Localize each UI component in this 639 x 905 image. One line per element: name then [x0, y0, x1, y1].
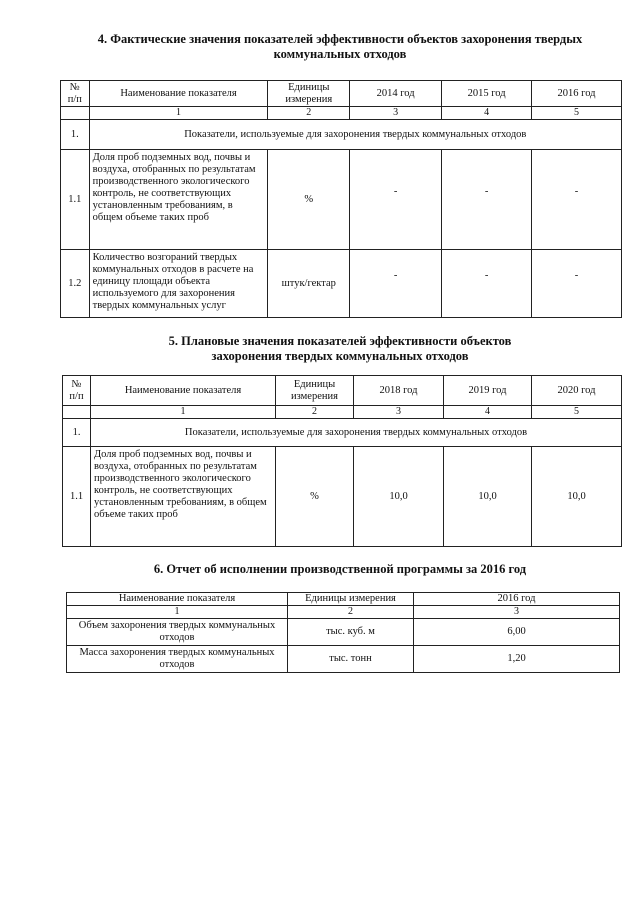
row-no: 1.1	[61, 150, 90, 250]
section4-title	[60, 32, 620, 62]
header-unit: Единицы измерения	[288, 593, 414, 606]
header-year: 2016 год	[414, 593, 620, 606]
row-value-3: 10,0	[532, 447, 622, 547]
table-header-row	[63, 376, 622, 406]
row-no: 1.1	[63, 447, 91, 547]
index-cell: 1	[91, 406, 276, 419]
group-no: 1.	[61, 120, 90, 150]
row-value-1: -	[350, 150, 442, 250]
index-cell: 3	[350, 107, 442, 120]
row-value-2: -	[442, 150, 532, 250]
row-value-3: -	[532, 150, 622, 250]
section6-table	[66, 592, 620, 673]
group-row	[61, 120, 622, 150]
index-cell: 5	[532, 406, 622, 419]
table-row	[67, 619, 620, 646]
row-value-1: -	[350, 250, 442, 318]
header-year-2: 2019 год	[444, 376, 532, 406]
index-cell: 5	[532, 107, 622, 120]
table-row	[67, 646, 620, 673]
header-year-1: 2014 год	[350, 81, 442, 107]
group-no: 1.	[63, 419, 91, 447]
header-unit: Единицы измерения	[268, 81, 350, 107]
row-no: 1.2	[61, 250, 90, 318]
row-unit: штук/гектар	[268, 250, 350, 318]
index-cell: 2	[276, 406, 354, 419]
index-cell: 2	[268, 107, 350, 120]
table-row	[63, 447, 622, 547]
section6-title	[60, 562, 620, 577]
group-label: Показатели, используемые для захоронения твердых коммунальных отходов	[89, 120, 621, 150]
header-year-3: 2016 год	[532, 81, 622, 107]
header-name: Наименование показателя	[89, 81, 268, 107]
index-row	[61, 107, 622, 120]
index-cell: 3	[414, 606, 620, 619]
row-unit: %	[276, 447, 354, 547]
section5-title-line2: захоронения твердых коммунальных отходов	[211, 349, 469, 363]
row-name: Доля проб подземных вод, почвы и воздуха, отобранных по результатам производственного экологического контроль, не соответствующих установленным требованиям, в общем объеме таких проб	[91, 447, 276, 547]
row-unit: тыс. куб. м	[288, 619, 414, 646]
row-value: 1,20	[414, 646, 620, 673]
index-row	[63, 406, 622, 419]
group-label: Показатели, используемые для захоронения твердых коммунальных отходов	[91, 419, 622, 447]
section5-title-line1: 5. Плановые значения показателей эффективности объектов	[168, 334, 512, 348]
row-name: Доля проб подземных вод, почвы и воздуха, отобранных по результатам производственного экологического контроль, не соответствующих установленным требованиям, в общем объеме таких проб	[89, 150, 268, 250]
header-year-1: 2018 год	[354, 376, 444, 406]
table-header-row	[61, 81, 622, 107]
section5-table	[62, 375, 622, 547]
row-value-1: 10,0	[354, 447, 444, 547]
row-unit: %	[268, 150, 350, 250]
header-year-3: 2020 год	[532, 376, 622, 406]
header-name: Наименование показателя	[91, 376, 276, 406]
index-cell: 4	[444, 406, 532, 419]
table-header-row	[67, 593, 620, 606]
header-no: № п/п	[61, 81, 90, 107]
row-name: Масса захоронения твердых коммунальных отходов	[67, 646, 288, 673]
row-name: Количество возгораний твердых коммунальных отходов в расчете на единицу площади объекта используемого для захоронения твердых коммунальных услуг	[89, 250, 268, 318]
group-row	[63, 419, 622, 447]
row-unit: тыс. тонн	[288, 646, 414, 673]
section4-title-line2: коммунальных отходов	[273, 47, 407, 61]
section4-table	[60, 80, 622, 318]
index-row	[67, 606, 620, 619]
index-cell: 2	[288, 606, 414, 619]
index-cell: 4	[442, 107, 532, 120]
header-year-2: 2015 год	[442, 81, 532, 107]
table-row	[61, 250, 622, 318]
index-cell: 3	[354, 406, 444, 419]
table-row	[61, 150, 622, 250]
row-value-2: -	[442, 250, 532, 318]
header-no: № п/п	[63, 376, 91, 406]
row-value-2: 10,0	[444, 447, 532, 547]
header-unit: Единицы измерения	[276, 376, 354, 406]
section5-title	[60, 334, 620, 364]
section4-title-line1: 4. Фактические значения показателей эффективности объектов захоронения твердых	[97, 32, 583, 46]
header-name: Наименование показателя	[67, 593, 288, 606]
row-value-3: -	[532, 250, 622, 318]
index-cell: 1	[89, 107, 268, 120]
row-value: 6,00	[414, 619, 620, 646]
row-name: Объем захоронения твердых коммунальных отходов	[67, 619, 288, 646]
section6-title-text: 6. Отчет об исполнении производственной программы за 2016 год	[153, 562, 527, 576]
index-cell: 1	[67, 606, 288, 619]
